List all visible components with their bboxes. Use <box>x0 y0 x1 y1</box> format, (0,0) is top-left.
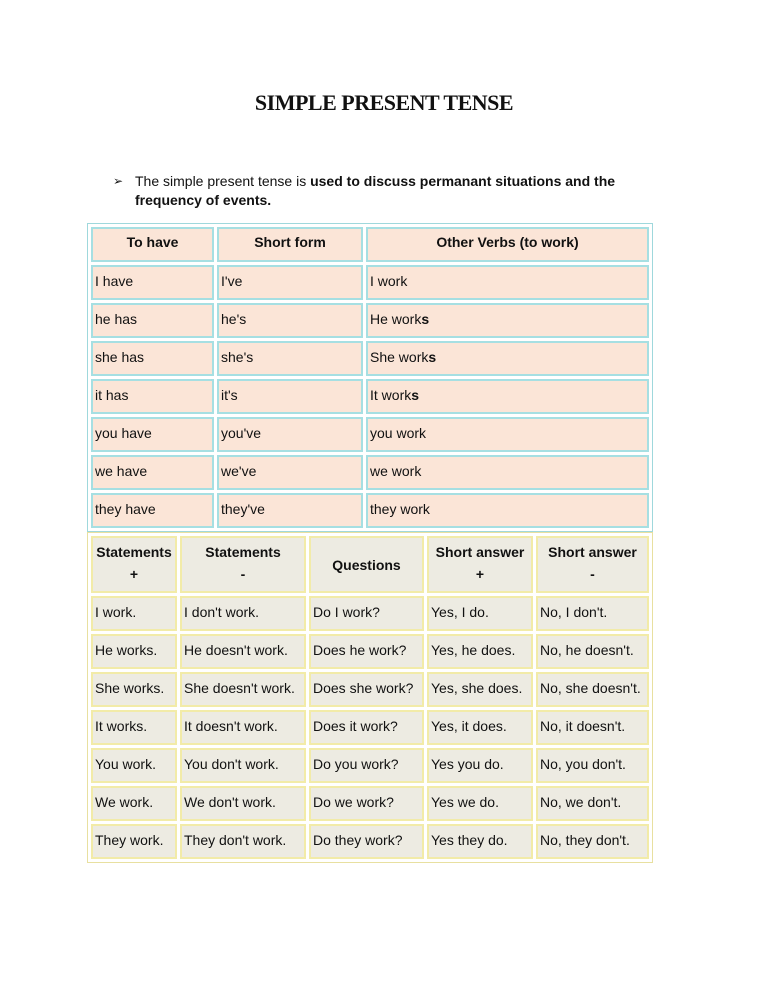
header-line1: Statements <box>205 544 281 560</box>
table-cell: No, it doesn't. <box>536 710 649 745</box>
table-cell: He works. <box>91 634 177 669</box>
table-row <box>91 455 649 490</box>
cell-other-verb <box>366 417 649 452</box>
cell-short-form: I've <box>217 265 363 300</box>
header-line1: Short answer <box>435 544 525 560</box>
column-header: To have <box>91 227 214 262</box>
table-row <box>91 710 649 745</box>
conjugation-table <box>87 532 653 863</box>
intro-bullet <box>113 172 673 210</box>
cell-short-form: we've <box>217 455 363 490</box>
table-cell: I don't work. <box>180 596 306 631</box>
table-row <box>91 303 649 338</box>
table-cell: They don't work. <box>180 824 306 859</box>
cell-other-verb <box>366 493 649 528</box>
tables-container <box>87 223 653 863</box>
table-cell: Yes, she does. <box>427 672 533 707</box>
verb-base: I work <box>370 273 408 289</box>
intro-plain: The simple present tense is <box>135 173 311 189</box>
cell-short-form: he's <box>217 303 363 338</box>
table-row <box>91 634 649 669</box>
intro-text <box>135 172 673 210</box>
column-header <box>427 536 533 593</box>
table-cell: Yes, he does. <box>427 634 533 669</box>
table-cell: No, they don't. <box>536 824 649 859</box>
cell-to-have: I have <box>91 265 214 300</box>
table-cell: He doesn't work. <box>180 634 306 669</box>
table-cell: She doesn't work. <box>180 672 306 707</box>
table-cell: Yes you do. <box>427 748 533 783</box>
cell-short-form: it's <box>217 379 363 414</box>
table-cell: No, we don't. <box>536 786 649 821</box>
table-cell: We don't work. <box>180 786 306 821</box>
table-cell: We work. <box>91 786 177 821</box>
table-cell: It doesn't work. <box>180 710 306 745</box>
table-cell: Yes we do. <box>427 786 533 821</box>
verb-base: we work <box>370 463 422 479</box>
table-cell: She works. <box>91 672 177 707</box>
table-cell: Do we work? <box>309 786 424 821</box>
verb-base: He work <box>370 311 422 327</box>
table-cell: Yes, it does. <box>427 710 533 745</box>
table-cell: No, she doesn't. <box>536 672 649 707</box>
column-header <box>180 536 306 593</box>
verb-suffix: s <box>428 349 437 365</box>
cell-other-verb <box>366 455 649 490</box>
cell-to-have: you have <box>91 417 214 452</box>
table-cell: No, I don't. <box>536 596 649 631</box>
table-row <box>91 786 649 821</box>
verb-suffix: s <box>411 387 420 403</box>
table-cell: They work. <box>91 824 177 859</box>
header-line1: Short answer <box>548 544 637 560</box>
intro-bold: used to discuss permanant situations and the frequency of events. <box>135 173 616 208</box>
verb-base: She work <box>370 349 429 365</box>
table-cell: Yes, I do. <box>427 596 533 631</box>
page-title: SIMPLE PRESENT TENSE <box>254 90 514 115</box>
table-header-row <box>91 227 649 262</box>
table-row <box>91 748 649 783</box>
table-cell: No, he doesn't. <box>536 634 649 669</box>
cell-to-have: he has <box>91 303 214 338</box>
arrow-bullet-icon: ➢ <box>113 174 124 188</box>
table-row <box>91 379 649 414</box>
cell-to-have: she has <box>91 341 214 376</box>
cell-to-have: we have <box>91 455 214 490</box>
verb-base: they work <box>370 501 430 517</box>
cell-short-form: she's <box>217 341 363 376</box>
table-cell: Do you work? <box>309 748 424 783</box>
cell-short-form: you've <box>217 417 363 452</box>
column-header <box>309 536 424 593</box>
header-line2: + <box>129 566 139 582</box>
table-row <box>91 672 649 707</box>
header-line2: - <box>590 566 595 582</box>
cell-other-verb <box>366 341 649 376</box>
cell-to-have: it has <box>91 379 214 414</box>
table-row <box>91 417 649 452</box>
table-cell: You work. <box>91 748 177 783</box>
cell-other-verb <box>366 265 649 300</box>
table-row <box>91 265 649 300</box>
table-row <box>91 341 649 376</box>
to-have-table <box>87 223 653 532</box>
table-cell: It works. <box>91 710 177 745</box>
column-header: Other Verbs (to work) <box>366 227 649 262</box>
cell-other-verb <box>366 303 649 338</box>
table-cell: Does she work? <box>309 672 424 707</box>
verb-suffix: s <box>421 311 430 327</box>
table-cell: Does he work? <box>309 634 424 669</box>
table-cell: Does it work? <box>309 710 424 745</box>
cell-to-have: they have <box>91 493 214 528</box>
header-line1: Statements <box>96 544 172 560</box>
table-cell: I work. <box>91 596 177 631</box>
table-row <box>91 493 649 528</box>
header-line2: - <box>240 566 246 582</box>
column-header <box>91 536 177 593</box>
table-row <box>91 596 649 631</box>
table-header-row <box>91 536 649 593</box>
table-cell: Do I work? <box>309 596 424 631</box>
header-line2: + <box>475 566 485 582</box>
table-row <box>91 824 649 859</box>
verb-base: you work <box>370 425 427 441</box>
cell-other-verb <box>366 379 649 414</box>
table-cell: Yes they do. <box>427 824 533 859</box>
table-cell: You don't work. <box>180 748 306 783</box>
table-cell: Do they work? <box>309 824 424 859</box>
header-line1: Questions <box>332 556 401 573</box>
column-header <box>536 536 649 593</box>
table-cell: No, you don't. <box>536 748 649 783</box>
cell-short-form: they've <box>217 493 363 528</box>
verb-base: It work <box>370 387 412 403</box>
column-header: Short form <box>217 227 363 262</box>
